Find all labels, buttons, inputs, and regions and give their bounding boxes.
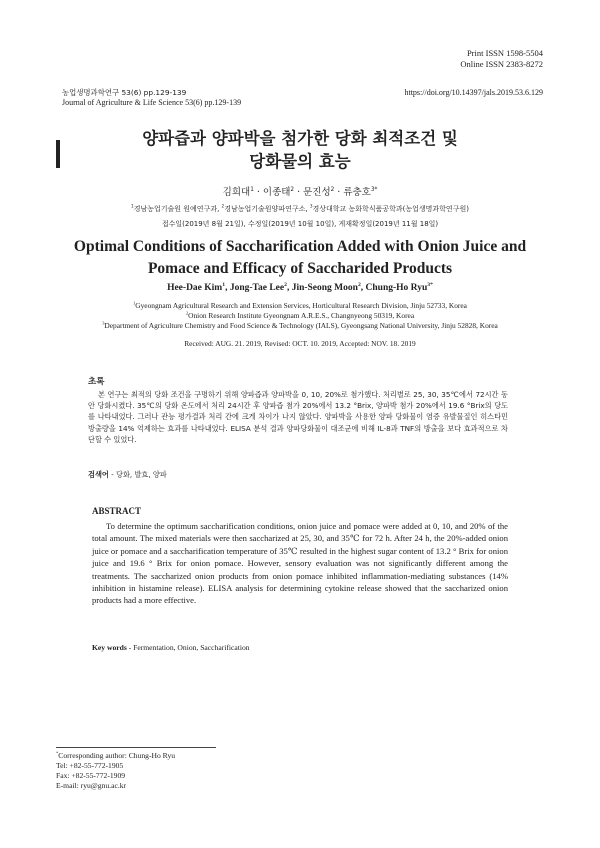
dates-korean: 접수일(2019년 8월 21일), 수정일(2019년 10월 10일), 게재확정일(2019년 11월 18일) [161,220,439,228]
keywords-korean-label: 검색어 [88,470,109,479]
author-ko-4-sup: 3* [370,186,378,193]
affil-ko-3: 경상대학교 농화학식품공학과(농업생명과학연구원) [312,205,469,213]
abstract-korean-heading: 초록 [88,377,105,387]
corresponding-author-text: Corresponding author: Chung-Ho Ryu [58,751,176,760]
author-en-4-sup: 3* [427,281,433,288]
author-en-3-sup: 2 [357,281,361,288]
author-en-1-sup: 1 [222,281,226,288]
affil-en-1-text: Gyeongnam Agricultural Research and Extension Services, Horticultural Research Division, Jinju 52733, Korea [135,301,467,310]
affil-en-2 [0,311,600,321]
abstract-english-body: To determine the optimum saccharification conditions, onion juice and pomace were added at 0, 10, and 20% of the total amount. The mixed materials were then saccharized at 25, 30, and 35℃ for 72 h. After 24 h, the 20%-added onion juice or pomace and a saccharification temperature of 35℃ resulted in the highest sugar content of 13.2 ° Brix for onion juice and 19.6 ° Brix for onion pomace. However, sensory evaluation was not significantly different among the treatments. The saccharized onion products from onion pomace inhibited inflammation-mediating substances (14% inhibition in histamine release). ELISA analysis for determining cytokine release showed that the saccharized onion products had a more effective. [92,521,508,606]
author-en-2-sup: 2 [284,281,287,288]
affil-en-1-sup: 1 [133,300,136,306]
footnote-divider [56,747,216,748]
affil-en-2-sup: 2 [185,310,189,316]
author-en-3: Jin-Seong Moon [291,283,358,293]
corresponding-author [56,751,175,761]
author-ko-4: 류충호 [343,187,371,198]
corresponding-fax: Fax: +82-55-772-1909 [56,771,126,780]
affil-ko-2-sup: 2 [221,203,225,209]
online-issn: Online ISSN 2383-8272 [460,58,543,69]
doi-link[interactable]: https://doi.org/10.14397/jals.2019.53.6.129 [404,88,543,97]
abstract-korean-body: 본 연구는 최적의 당화 조건을 구명하기 위해 양파즙과 양파박을 0, 10, 20%로 첨가했다. 처리별로 25, 30, 35℃에서 72시간 동안 당화시켰다. 35℃의 당화 온도에서 처리 24시간 후 양파즙 첨가 20%에서 13.2 °Brix, 양파박 첨가 20%에서 19.6 °Brix의 당도를 나타내었다. 그러나 관능 평가결과 처리 간에 크게 차이가 나지 않았다. 양파박을 사용한 양파 당화물이 염증 유발물질인 히스타민 방출량을 14% 억제하는 효과를 나타내었다. ELISA 분석 결과 양파당화물이 대조군에 비해 IL-8과 TNF의 방출을 보다 효과적으로 차단할 수 있었다. [88,390,508,444]
authors-korean [0,184,600,198]
keywords-korean [88,470,167,480]
affil-en-1 [0,301,600,311]
author-ko-1: 김희대 [222,187,251,198]
title-korean [0,127,600,173]
author-separator: · [294,187,304,198]
affil-en-2-text: Onion Research Institute Gyeongnam A.R.E.S., Changnyeong 50319, Korea [188,311,415,320]
issn-block [460,48,543,69]
author-en-1: Hee-Dae Kim [167,283,223,293]
affiliations-english [0,301,600,331]
correspondence-footnote [56,751,175,791]
keywords-english-list: - Fermentation, Onion, Saccharification [126,643,250,652]
author-ko-3-sup: 2 [330,186,335,193]
print-issn: Print ISSN 1598-5504 [466,48,543,58]
affil-ko-1-sup: 1 [131,203,134,209]
abstract-english-heading: ABSTRACT [92,506,142,516]
corresponding-star: * [56,750,59,756]
author-separator: · [334,187,344,198]
title-english [0,236,600,280]
author-ko-1-sup: 1 [250,186,254,193]
author-separator: · [253,187,263,198]
affiliations-korean [0,204,600,214]
title-korean-line2: 당화물의 효능 [249,152,351,171]
affil-ko-3-sup: 3 [309,203,313,209]
title-english-line2: Pomace and Efficacy of Saccharided Products [147,260,453,277]
corresponding-email[interactable]: E-mail: ryu@gnu.ac.kr [56,781,127,790]
title-english-line1: Optimal Conditions of Saccharification Added with Onion Juice and [73,238,527,255]
author-ko-2-sup: 2 [290,186,295,193]
title-korean-line1: 양파즙과 양파박을 첨가한 당화 최적조건 및 [142,129,458,148]
keywords-korean-list: - 당화, 발효, 양파 [108,470,167,479]
authors-english: Hee-Dae Kim$^1$, Jong-Tae Lee$^2$, Jin-Seong Moon$^2$, Chung-Ho Ryu$^{3*}$ [167,281,433,293]
affil-en-3-sup: 3 [102,320,105,326]
author-en-4: Chung-Ho Ryu [365,283,428,293]
author-en-2: Jong-Tae Lee [229,283,285,293]
journal-citation [62,88,241,108]
keywords-english [92,643,250,652]
affil-ko-2: 경남농업기술원양파연구소, [224,205,310,213]
journal-citation-ko: 농업생명과학연구 53(6) pp.129-139 [62,88,187,97]
keywords-english-label: Key words [92,643,127,652]
author-ko-2: 이종태 [262,187,291,198]
affil-ko-1: 경남농업기술원 원예연구과, [133,205,222,213]
dates-english: Received: AUG. 21. 2019, Revised: OCT. 10. 2019, Accepted: NOV. 18. 2019 [184,339,416,348]
corresponding-tel: Tel: +82-55-772-1905 [56,761,124,770]
journal-citation-en: Journal of Agriculture & Life Science 53(6) pp.129-139 [62,98,242,107]
affil-en-3-text: Department of Agriculture Chemistry and Food Science & Technology (IALS), Gyeongsang National University, Jinju 52828, Korea [104,321,498,330]
affil-en-3 [0,321,600,331]
author-ko-3: 문진성 [303,187,331,198]
